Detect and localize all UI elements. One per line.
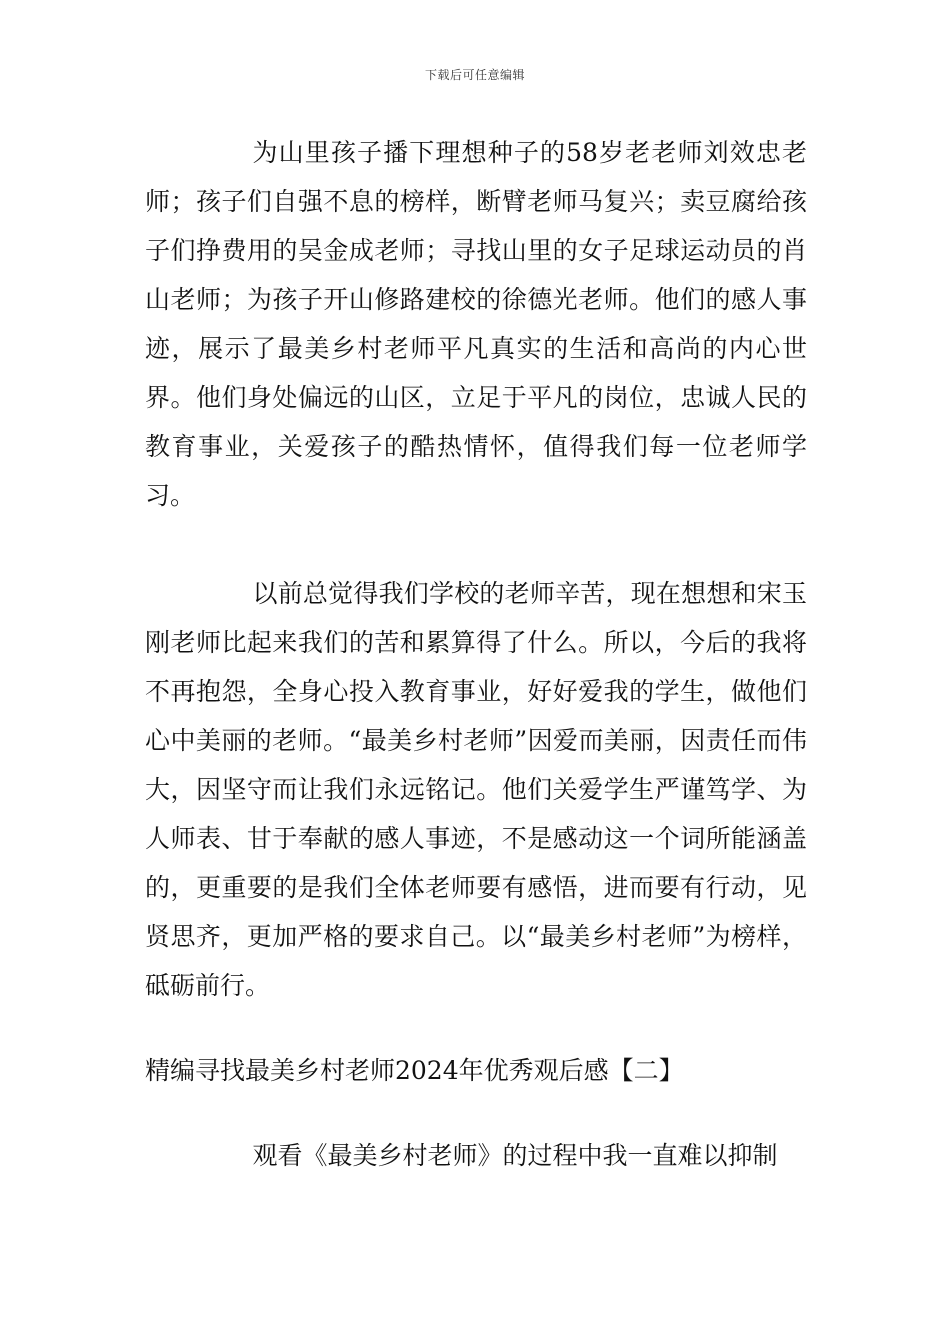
paragraph-gap xyxy=(145,1095,807,1131)
document-body xyxy=(145,128,807,1180)
paragraph-3: 观看《最美乡村老师》的过程中我一直难以抑制 xyxy=(252,1141,778,1170)
paragraph-gap xyxy=(145,1010,807,1046)
page-header-note: 下载后可任意编辑 xyxy=(424,68,525,82)
paragraph-2: 以前总觉得我们学校的老师辛苦，现在想想和宋玉刚老师比起来我们的苦和累算得了什么。所以，今后的我将不再抱怨，全身心投入教育事业，好好爱我的学生，做他们心中美丽的老师。“最美乡村老师”因爱而美丽，因责任而伟大，因坚守而让我们永远铭记。他们关爱学生严谨笃学、为人师表、甘于奉献的感人事迹，不是感动这一个词所能涵盖的，更重要的是我们全体老师要有感悟，进而要有行动，见贤思齐，更加严格的要求自己。以“最美乡村老师”为榜样，砥砺前行。 xyxy=(145,579,807,1000)
section-title: 精编寻找最美乡村老师2024年优秀观后感【二】 xyxy=(145,1056,684,1085)
paragraph-1: 为山里孩子播下理想种子的58岁老老师刘效忠老师；孩子们自强不息的榜样，断臂老师马复兴；卖豆腐给孩子们挣费用的吴金成老师；寻找山里的女子足球运动员的肖山老师；为孩子开山修路建校的徐德光老师。他们的感人事迹，展示了最美乡村老师平凡真实的生活和高尚的内心世界。他们身处偏远的山区，立足于平凡的岗位，忠诚人民的教育事业，关爱孩子的酷热情怀，值得我们每一位老师学习。 xyxy=(145,138,807,510)
paragraph-gap xyxy=(145,520,807,569)
